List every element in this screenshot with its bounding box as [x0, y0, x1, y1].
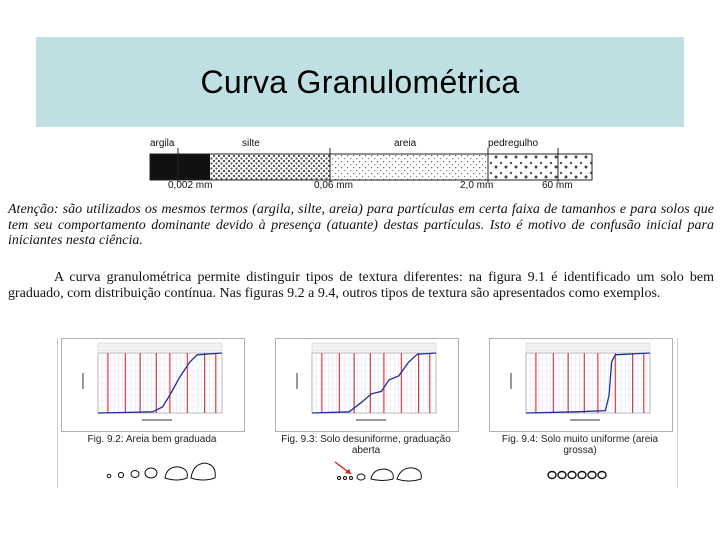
- chart-header: [312, 343, 436, 351]
- attention-note: Atenção: são utilizados os mesmos termos (argila, silte, areia) para partículas em certa faixa de tamanhos e para solos que tem seu comportamento dominante devido à presença (atuante) destas partículas. Isto é motivo de confusão inicial para iniciantes nesta ciência.: [8, 202, 714, 248]
- x-axis-label: [356, 419, 386, 421]
- figure-9-4: [489, 338, 671, 488]
- scale-class-label: areia: [394, 138, 417, 149]
- silt-band: [210, 154, 330, 180]
- scale-limit-label: 0,06 mm: [314, 180, 353, 191]
- gravel-band: [488, 154, 592, 180]
- y-axis-label: [510, 373, 512, 389]
- slide-title: Curva Granulométrica: [200, 63, 520, 100]
- strip-edge-right: [677, 338, 678, 488]
- title-bar: [36, 37, 684, 127]
- scale-class-label: pedregulho: [488, 138, 539, 149]
- chart-header: [98, 343, 222, 351]
- granulometric-chart: [61, 338, 245, 432]
- scale-limit-label: 0,002 mm: [168, 180, 213, 191]
- figure-caption: Fig. 9.3: Solo desuniforme, graduação aberta: [281, 434, 451, 456]
- x-axis-label: [142, 419, 172, 421]
- body-paragraph: A curva granulométrica permite distinguir tipos de textura diferentes: na figura 9.1 é identificado um solo bem graduado, com distribuição contínua. Nas figuras 9.2 a 9.4, outros tipos de textura são apresentados como exemplos.: [8, 270, 714, 301]
- scale-limit-label: 60 mm: [542, 180, 573, 191]
- scale-class-label: silte: [242, 138, 260, 149]
- figure-strip: [57, 338, 677, 488]
- figure-9-2: [61, 338, 243, 488]
- particle-size-scale: [118, 130, 594, 192]
- figure-caption: Fig. 9.4: Solo muito uniforme (areia grossa): [501, 434, 659, 456]
- grain-sketch: [61, 458, 243, 486]
- chart-header: [526, 343, 650, 351]
- y-axis-label: [82, 373, 84, 389]
- y-axis-label: [296, 373, 298, 389]
- figure-caption: Fig. 9.2: Areia bem graduada: [87, 434, 217, 445]
- granulometric-chart: [275, 338, 459, 432]
- scale-class-label: argila: [150, 138, 175, 149]
- sand-band: [330, 154, 488, 180]
- chart-svg: [490, 339, 672, 431]
- chart-svg: [62, 339, 244, 431]
- figure-9-3: [275, 338, 457, 488]
- x-axis-label: [570, 419, 600, 421]
- chart-svg: [276, 339, 458, 431]
- grain-sketch: [489, 458, 671, 486]
- granulometric-chart: [489, 338, 673, 432]
- scale-limit-label: 2,0 mm: [460, 180, 494, 191]
- clay-band: [150, 154, 210, 180]
- grain-sketch: [275, 458, 457, 486]
